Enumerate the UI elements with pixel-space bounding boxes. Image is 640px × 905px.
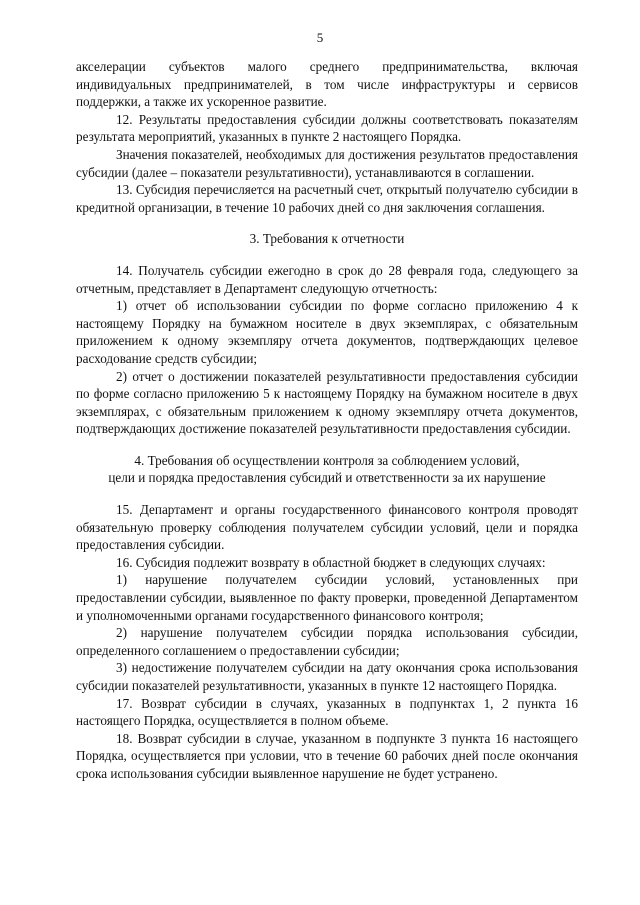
- paragraph-18: 18. Возврат субсидии в случае, указанном в подпункте 3 пункта 16 настоящего Порядка, осуществляется при условии, что в течение 60 рабочих дней после окончания срока использования субсидии выявленное нарушение не будет устранено.: [76, 730, 578, 781]
- paragraph-14-item-1: 1) отчет об использовании субсидии по форме согласно приложению 4 к настоящему Порядку на бумажном носителе в двух экземплярах, с обязательным приложением к одному экземпляру отчета документов, подтверждающих целевое расходование средств субсидии;: [76, 298, 578, 366]
- paragraph-indicator-values: Значения показателей, необходимых для достижения результатов предоставления субсидии (далее – показатели результативности), устанавливаются в соглашении.: [76, 146, 578, 180]
- page-number: 5: [316, 30, 324, 45]
- paragraph-16: 16. Субсидия подлежит возврату в областной бюджет в следующих случаях:: [116, 554, 546, 570]
- paragraph-16-item-2: 2) нарушение получателем субсидии порядка использования субсидии, определенного соглашением о предоставлении субсидии;: [76, 625, 578, 658]
- paragraph-13: 13. Субсидия перечисляется на расчетный счет, открытый получателю субсидии в кредитной организации, в течение 10 рабочих дней со дня заключения соглашения.: [76, 182, 578, 215]
- section-4-heading-line-1: 4. Требования об осуществлении контроля за соблюдением условий,: [134, 452, 520, 468]
- paragraph-16-item-1: 1) нарушение получателем субсидии условий, установленных при предоставлении субсидии, выявленное по факту проверки, проведенной Департаментом и уполномоченными органами государственного финансового контроля;: [76, 572, 578, 623]
- section-4-heading-line-2: цели и порядка предоставления субсидий и ответственности за их нарушение: [108, 470, 546, 486]
- document-body: [76, 58, 578, 783]
- paragraph-14: 14. Получатель субсидии ежегодно в срок до 28 февраля года, следующего за отчетным, представляет в Департамент следующую отчетность:: [76, 262, 578, 296]
- paragraph-12: 12. Результаты предоставления субсидии должны соответствовать показателям результата мероприятий, указанных в пункте 2 настоящего Порядка.: [76, 111, 578, 145]
- paragraph-16-item-3: 3) недостижение получателем субсидии на дату окончания срока использования субсидии показателей результативности, указанных в пункте 12 настоящего Порядка.: [76, 660, 578, 693]
- section-3-heading: 3. Требования к отчетности: [249, 231, 405, 247]
- paragraph-17: 17. Возврат субсидии в случаях, указанных в подпунктах 1, 2 пункта 16 настоящего Порядка, осуществляется в полном объеме.: [76, 695, 578, 729]
- paragraph-14-item-2: 2) отчет о достижении показателей результативности предоставления субсидии по форме согласно приложению 5 к настоящему Порядку на бумажном носителе в двух экземплярах, с обязательным приложением к одному экземпляру отчета документов, подтверждающих достижение показателей результативности предоставления субсидии.: [76, 368, 578, 437]
- paragraph-15: 15. Департамент и органы государственного финансового контроля проводят обязательную проверку соблюдения получателем субсидии условий, цели и порядка предоставления субсидии.: [76, 502, 578, 553]
- paragraph-continuation: акселерации субъектов малого среднего предпринимательства, включая индивидуальных предпринимателей, в том числе инфраструктуры и сервисов поддержки, а также их ускоренное развитие.: [76, 59, 578, 110]
